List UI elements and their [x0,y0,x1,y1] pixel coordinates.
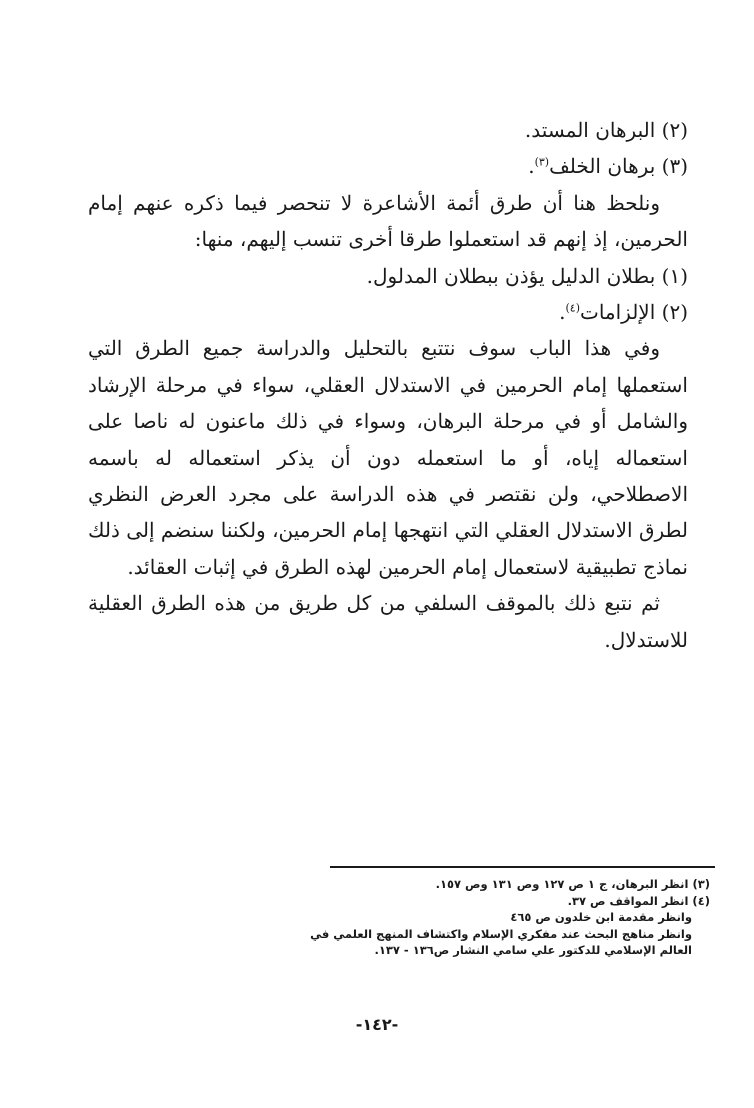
list-item-3-end: . [528,154,535,179]
list-item-3-text: (٣) برهان الخلف [549,154,688,179]
footnote-separator [330,866,715,868]
footnotes [290,876,710,959]
paragraph-1: ونلحظ هنا أن طرق أئمة الأشاعرة لا تنحصر فيما ذكره عنهم إمام الحرمين، إذ إنهم قد استعملوا طرقا أخرى تنسب إليهم، منها: [88,190,688,252]
list-item-2: (٢) البرهان المستد. [524,118,688,142]
list-item-3 [88,148,688,184]
footnote-3: (٣) انظر البرهان، ج ١ ص ١٢٧ وص ١٣١ وص ١٥٧. [435,877,710,891]
list-item-2b-end: . [559,300,566,325]
footnote-ref-4[interactable]: (٤) [565,301,580,315]
paragraph-2: وفي هذا الباب سوف نتتبع بالتحليل والدراسة جميع الطرق التي استعملها إمام الحرمين في الاستدلال العقلي، سواء في مرحلة الإرشاد والشامل أو في مرحلة البرهان، وسواء في ذلك ماعنون له ناصا على استعماله إياه، أو ما استعمله دون أن يذكر استعماله له باسمه الاصطلاحي، ولن نقتصر في هذه الدراسة على مجرد العرض النظري لطرق الاستدلال العقلي التي انتهجها إمام الحرمين، ولكننا سنضم إلى ذلك نماذج تطبيقية لاستعمال إمام الحرمين لهذه الطرق في إثبات العقائد. [88,336,688,579]
page-number: -١٤٢- [355,1015,399,1034]
footnote-4: (٤) انظر المواقف ص ٣٧. [567,893,710,908]
footnote-ref-3[interactable]: (٣) [534,155,550,169]
paragraph-3: ثم نتبع ذلك بالموقف السلفي من كل طريق من هذه الطرق العقلية للاستدلال. [88,591,688,652]
footnote-4-line-3: وانظر مناهج البحث عند مفكري الإسلام واكتشاف المنهج العلمي في العالم الإسلامي للدكتور علي سامي النشار ص١٣٦ - ١٣٧. [310,926,692,958]
list-item-2b-text: (٢) الإلزامات [579,300,688,325]
main-text [88,112,688,658]
footnote-4-line-2: وانظر مقدمة ابن خلدون ص ٤٦٥ [510,910,692,925]
list-item-1b: (١) بطلان الدليل يؤذن ببطلان المدلول. [366,263,688,288]
list-item-2b [88,294,688,330]
